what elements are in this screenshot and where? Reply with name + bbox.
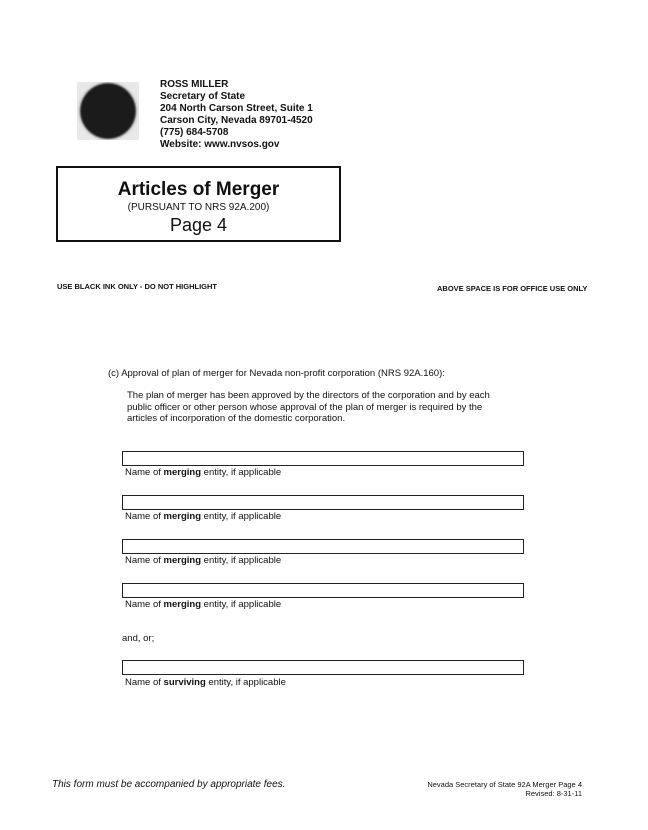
form-title: Articles of Merger [117,179,280,200]
fees-note: This form must be accompanied by appropriate fees. [52,779,286,790]
and-or-connector: and, or; [122,633,155,644]
merging-entity-label-3: Name of merging entity, if applicable [125,555,282,566]
merging-entity-input-3[interactable] [122,539,524,554]
form-title-box [56,166,341,242]
form-identifier [427,780,582,798]
merging-entity-input-1[interactable] [122,451,524,466]
merging-entity-label-2: Name of merging entity, if applicable [125,511,282,522]
surviving-entity-label: Name of surviving entity, if applicable [125,677,286,688]
website: Website: www.nvsos.gov [160,139,280,150]
address-line-1: 204 North Carson Street, Suite 1 [160,103,313,114]
merging-entity-label-4: Name of merging entity, if applicable [125,599,282,610]
secretary-of-state-header [160,79,313,151]
phone-number: (775) 684-5708 [160,127,229,138]
ink-notice: USE BLACK INK ONLY - DO NOT HIGHLIGHT [57,282,218,291]
address-line-2: Carson City, Nevada 89701-4520 [160,115,313,126]
state-seal-icon [77,82,139,140]
section-heading: (c) Approval of plan of merger for Nevada non-profit corporation (NRS 92A.160): [108,368,445,379]
merging-entity-input-2[interactable] [122,495,524,510]
revision-date: Revised: 8-31-11 [525,789,582,798]
section-paragraph: The plan of merger has been approved by the directors of the corporation and by each public officer or other person whose approval of the plan of merger is required by the articles of incorporation of the domestic corporation. [127,390,490,424]
office-use-notice: ABOVE SPACE IS FOR OFFICE USE ONLY [437,284,588,293]
official-name: ROSS MILLER [160,79,229,90]
official-office: Secretary of State [160,91,246,102]
form-id: Nevada Secretary of State 92A Merger Page 4 [427,780,582,789]
form-subtitle: (PURSUANT TO NRS 92A.200) [127,202,270,213]
surviving-entity-input[interactable] [122,660,524,675]
merging-entity-input-4[interactable] [122,583,524,598]
merging-entity-label-1: Name of merging entity, if applicable [125,467,282,478]
page-number: Page 4 [169,215,228,235]
